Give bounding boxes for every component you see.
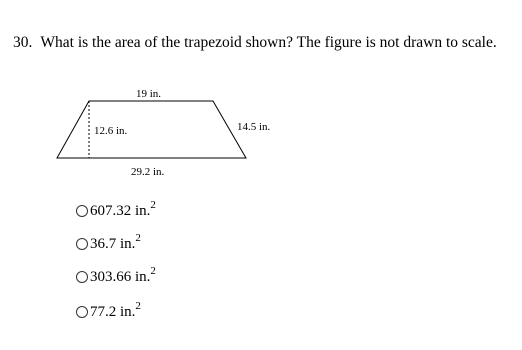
question-number: 30.	[13, 34, 33, 51]
answer-option-3[interactable]	[76, 267, 156, 287]
answer-option-label: 36.7 in.$^2$	[90, 232, 141, 252]
radio-button[interactable]	[76, 306, 88, 318]
radio-button[interactable]	[76, 205, 88, 217]
height-label: 12.6 in.	[94, 125, 128, 137]
bottom-base-label: 29.2 in.	[131, 166, 165, 178]
answer-option-2[interactable]	[76, 234, 141, 254]
answer-option-4[interactable]	[76, 302, 141, 322]
answer-option-label: 77.2 in.$^2$	[90, 300, 141, 320]
top-base-label: 19 in.	[136, 88, 162, 100]
side-label: 14.5 in.	[237, 121, 271, 133]
radio-button[interactable]	[76, 238, 88, 250]
question-text: What is the area of the trapezoid shown? The figure is not drawn to scale.	[40, 34, 497, 51]
radio-button[interactable]	[76, 271, 88, 283]
trapezoid-shape	[57, 101, 246, 158]
answer-option-label: 607.32 in.$^2$	[90, 199, 156, 219]
answer-option-label: 303.66 in.$^2$	[90, 265, 156, 285]
answer-option-1[interactable]	[76, 201, 156, 221]
